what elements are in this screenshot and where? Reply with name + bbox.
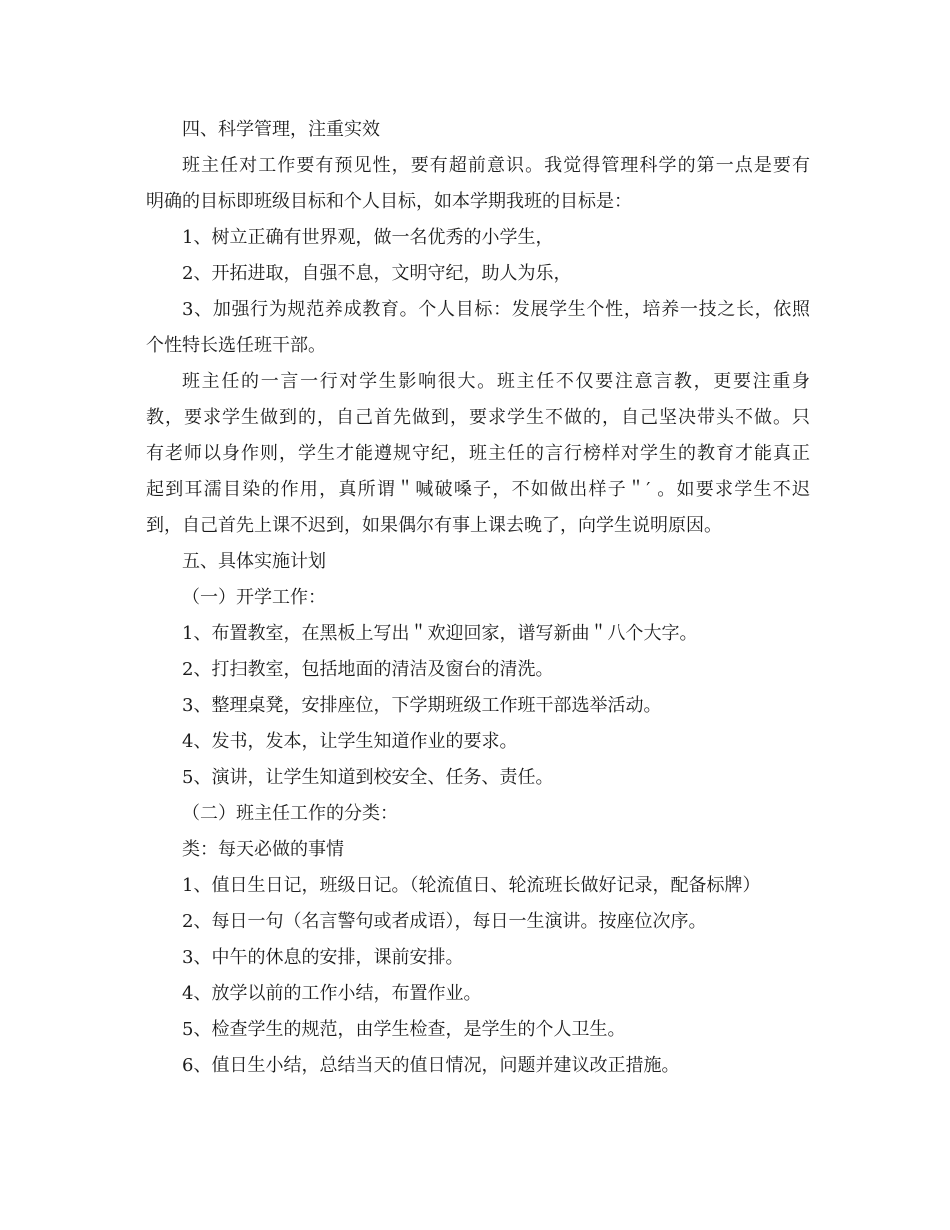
text-line: 1、值日生日记，班级日记。（轮流值日、轮流班长做好记录，配备标牌） xyxy=(182,875,761,896)
text-line: 4、发书，发本，让学生知道作业的要求。 xyxy=(182,731,518,752)
text-line: 6、值日生小结，总结当天的值日情况，问题并建议改正措施。 xyxy=(182,1055,680,1076)
text-line: 3、整理桌凳，安排座位，下学期班级工作班干部选举活动。 xyxy=(182,695,662,716)
text-line: （一）开学工作： xyxy=(182,587,326,608)
text-line: 3、加强行为规范养成教育。个人目标：发展学生个性，培养一技之长，依照 xyxy=(182,299,810,320)
text-line: 5、演讲，让学生知道到校安全、任务、责任。 xyxy=(182,767,554,788)
text-line: 1、布置教室，在黑板上写出＂欢迎回家，谱写新曲＂八个大字。 xyxy=(182,623,698,644)
text-line: 1、树立正确有世界观，做一名优秀的小学生， xyxy=(182,227,554,248)
text-line: 个性特长选任班干部。 xyxy=(146,335,326,356)
text-line: 4、放学以前的工作小结，布置作业。 xyxy=(182,983,482,1004)
text-line: 教，要求学生做到的，自己首先做到，要求学生不做的，自己坚决带头不做。只 xyxy=(146,407,810,428)
text-line: 3、中午的休息的安排，课前安排。 xyxy=(182,947,464,968)
text-line: 5、检查学生的规范，由学生检查，是学生的个人卫生。 xyxy=(182,1019,626,1040)
text-line: 班主任的一言一行对学生影响很大。班主任不仅要注意言教，更要注重身 xyxy=(182,371,810,392)
text-line: 起到耳濡目染的作用，真所谓＂喊破嗓子，不如做出样子＂′ 。如要求学生不迟 xyxy=(146,479,810,500)
text-line: 明确的目标即班级目标和个人目标，如本学期我班的目标是： xyxy=(146,191,632,212)
text-line: 五、具体实施计划 xyxy=(182,551,326,572)
text-line: 有老师以身作则，学生才能遵规守纪，班主任的言行榜样对学生的教育才能真正 xyxy=(146,443,810,464)
text-line: 2、每日一句（名言警句或者成语），每日一生演讲。按座位次序。 xyxy=(182,911,707,932)
text-line: （二）班主任工作的分类： xyxy=(182,803,398,824)
text-line: 2、开拓进取，自强不息，文明守纪，助人为乐， xyxy=(182,263,572,284)
text-line: 班主任对工作要有预见性，要有超前意识。我觉得管理科学的第一点是要有 xyxy=(182,155,810,176)
text-line: 四、科学管理，注重实效 xyxy=(182,119,380,140)
text-line: 类：每天必做的事情 xyxy=(182,839,344,860)
document-body xyxy=(146,112,810,1084)
text-line: 2、打扫教室，包括地面的清洁及窗台的清洗。 xyxy=(182,659,554,680)
text-line: 到，自己首先上课不迟到，如果偶尔有事上课去晚了，向学生说明原因。 xyxy=(146,515,722,536)
